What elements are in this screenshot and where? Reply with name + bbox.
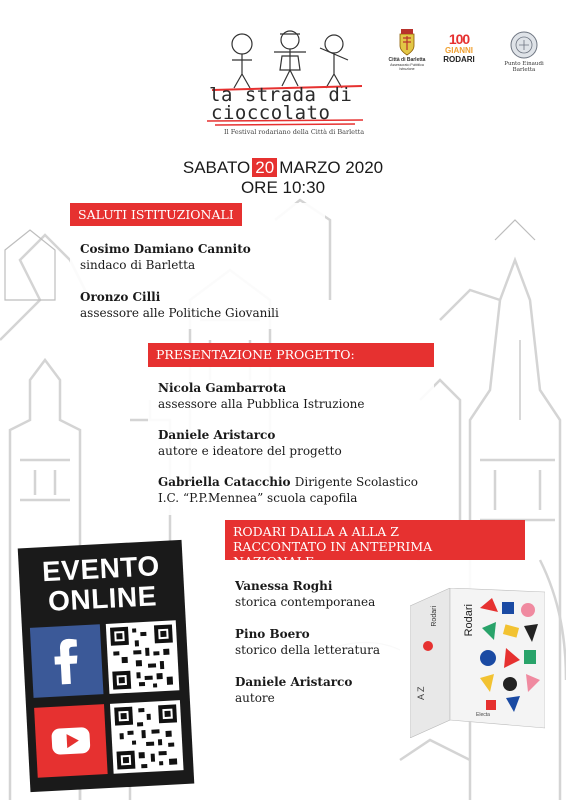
- partner-barletta-dept: Assessorato Pubblica Istruzione: [390, 63, 424, 71]
- facebook-qr-code[interactable]: [106, 620, 180, 694]
- logo-title-line1: la strada di: [209, 84, 353, 106]
- event-time: ORE 10:30: [240, 178, 326, 197]
- person-title: Dirigente Scolastico: [294, 475, 418, 489]
- rodari-book-cover: [410, 588, 545, 738]
- presentazione-person-1: [158, 380, 365, 412]
- partner-punto-einaudi: [493, 30, 555, 73]
- youtube-qr-code[interactable]: [110, 700, 184, 774]
- book-spine-letters: A Z: [416, 686, 426, 700]
- evento-line2: ONLINE: [47, 580, 158, 617]
- rodari-heading-line2: RACCONTATO IN ANTEPRIMA NAZIONALE: [233, 539, 433, 569]
- youtube-icon[interactable]: [34, 704, 108, 778]
- youtube-row[interactable]: [34, 700, 186, 784]
- person-name: Nicola Gambarrota: [158, 381, 287, 395]
- partner-punto-einaudi-name: Punto Einaudi Barletta: [504, 61, 544, 73]
- evento-online-panel: [18, 540, 195, 792]
- person-role: assessore alla Pubblica Istruzione: [158, 397, 365, 411]
- partner-barletta-name: Città di Barletta: [388, 57, 426, 63]
- saluti-heading: SALUTI ISTITUZIONALI: [70, 203, 242, 226]
- presentazione-person-3: [158, 474, 418, 506]
- rodari-gianni: GIANNI: [445, 46, 473, 55]
- book-spine-title: Rodari: [431, 606, 438, 627]
- rodari-heading-line1: RODARI DALLA A ALLA Z: [233, 524, 399, 539]
- person-name: [158, 474, 418, 490]
- barletta-coat-of-arms-icon: [397, 28, 417, 56]
- person-role: storica contemporanea: [235, 595, 376, 609]
- partner-barletta: [388, 28, 426, 71]
- book-publisher: Electa: [476, 712, 490, 718]
- person-role: storico della letteratura: [235, 643, 380, 657]
- person-name-text: Gabriella Catacchio: [158, 475, 291, 489]
- saluti-person-2: [80, 289, 279, 321]
- person-role: assessore alle Politiche Giovanili: [80, 306, 279, 320]
- rodari-person-3: [235, 674, 352, 706]
- presentazione-person-2: [158, 427, 342, 459]
- date-suffix: MARZO 2020: [279, 158, 384, 177]
- person-role: sindaco di Barletta: [80, 258, 196, 272]
- punto-einaudi-seal-icon: [509, 30, 539, 60]
- date-day: 20: [252, 158, 277, 177]
- logo-underline-strokes: [205, 118, 365, 128]
- date-prefix: SABATO: [182, 158, 251, 177]
- rodari-person-2: [235, 626, 380, 658]
- person-name: Vanessa Roghi: [235, 579, 333, 593]
- logo-children-illustration: [212, 30, 362, 92]
- logo-title-line2: cioccolato: [211, 102, 331, 124]
- person-name: Cosimo Damiano Cannito: [80, 242, 251, 256]
- evento-online-title: [18, 550, 185, 619]
- person-name: Daniele Aristarco: [235, 675, 353, 689]
- facebook-icon[interactable]: [30, 624, 104, 698]
- book-cover-title: Rodari: [463, 604, 475, 637]
- rodari-rodari: RODARI: [443, 55, 475, 64]
- partner-rodari: [438, 32, 480, 64]
- person-role: I.C. “P.P.Mennea” scuola capofila: [158, 491, 358, 505]
- saluti-person-1: [80, 241, 251, 273]
- evento-line1: EVENTO: [41, 550, 161, 588]
- person-name: Daniele Aristarco: [158, 428, 276, 442]
- person-name: Pino Boero: [235, 627, 310, 641]
- rodari-100: 100: [448, 31, 470, 47]
- presentazione-heading: PRESENTAZIONE PROGETTO:: [148, 343, 434, 367]
- person-role: autore e ideatore del progetto: [158, 444, 342, 458]
- logo-title: [209, 86, 352, 122]
- event-date: [0, 158, 566, 178]
- logo-subtitle: Il Festival rodariano della Città di Barletta: [224, 128, 365, 136]
- person-name: Oronzo Cilli: [80, 290, 161, 304]
- facebook-row[interactable]: [30, 620, 182, 704]
- person-role: autore: [235, 691, 275, 705]
- rodari-person-1: [235, 578, 375, 610]
- rodari-heading: [225, 520, 525, 569]
